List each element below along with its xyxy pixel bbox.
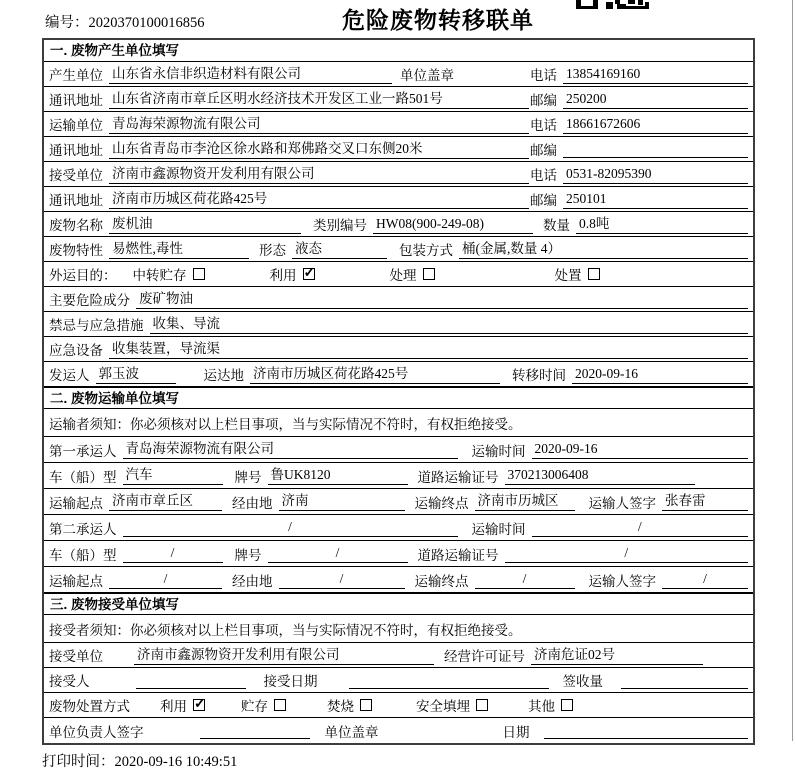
destination-label: 运达地: [203, 368, 244, 383]
origin1-label: 运输起点: [49, 495, 103, 511]
transfer-time-label: 转移时间: [512, 368, 566, 383]
transport-unit-label: 运输单位: [49, 118, 103, 133]
row-responsible-signature: [44, 718, 753, 743]
via1-value: 济南: [279, 492, 405, 511]
transfer-purpose-label: 外运目的：: [49, 268, 117, 283]
row-vehicle1: [44, 463, 753, 489]
disposal-utilize-checkbox: [193, 699, 205, 711]
producer-unit-label: 产生单位: [49, 68, 103, 83]
purpose-option-transfer-storage: [133, 264, 205, 284]
transport-address-value: 山东省青岛市李沧区徐水路和郑佛路交叉口东侧20米: [109, 140, 529, 159]
signed-quantity-value: [621, 672, 748, 689]
transport-zip-label: 邮编: [530, 143, 557, 158]
serial-label: 编号：: [45, 15, 89, 31]
seal-date-label: 日期: [502, 724, 530, 740]
row-transfer-purpose: [44, 262, 753, 287]
row-accepting-unit: [44, 643, 753, 668]
utilize-checkbox: [303, 268, 315, 280]
vehicle-type1-label: 车（船）型: [49, 469, 117, 485]
producer-zip-value: 250200: [563, 90, 748, 109]
accept-date-value: [349, 672, 549, 689]
dispose-checkbox: [588, 268, 600, 280]
disposal-option-other: [528, 695, 573, 715]
purpose-option-utilize: [270, 264, 315, 284]
row-route1: [44, 489, 753, 515]
responsible-signature-value: [200, 722, 310, 739]
receiver-zip-value: 250101: [563, 190, 748, 209]
producer-zip-label: 邮编: [530, 93, 557, 108]
second-carrier-label: 第二承运人: [49, 521, 117, 537]
emergency-measures-label: 禁忌与应急措施: [49, 318, 144, 333]
road-permit2-value: /: [505, 544, 749, 563]
row-route2: [44, 567, 753, 593]
accepting-unit-label: 接受单位: [49, 649, 103, 664]
disposal-landfill-checkbox: [476, 699, 488, 711]
carrier-sign1-value: 张春雷: [662, 492, 748, 511]
print-time: [42, 750, 796, 768]
dest1-value: 济南市历城区: [475, 492, 575, 511]
dest2-value: /: [475, 570, 575, 589]
transport-phone-value: 18661672606: [563, 115, 748, 134]
emergency-equipment-value: 收集装置，导流渠: [109, 340, 748, 359]
transporter-notice-text: 运输者须知：你必须核对以上栏目事项，当与实际情况不符时，有权拒绝接受。: [49, 416, 522, 432]
serial-value: 2020370100016856: [88, 15, 205, 31]
form-header: [0, 0, 796, 38]
receiver-unit-label: 接受单位: [49, 168, 103, 183]
plate2-label: 牌号: [234, 547, 262, 563]
receiver-unit-value: 济南市鑫源物资开发利用有限公司: [109, 165, 529, 184]
plate2-value: /: [268, 544, 408, 563]
section2-title: 二. 废物运输单位填写: [44, 387, 753, 409]
row-transport-unit: [44, 112, 753, 137]
transfer-storage-checkbox: [193, 268, 205, 280]
section3-title: 三. 废物接受单位填写: [44, 593, 753, 615]
quantity-label: 数量: [543, 218, 570, 233]
packaging-value: 桶(金属,数量 4）: [459, 240, 748, 259]
road-permit1-label: 道路运输证号: [417, 469, 499, 485]
plate1-label: 牌号: [234, 469, 262, 485]
row-receiver-unit: [44, 162, 753, 187]
transport-time1-value: 2020-09-16: [532, 440, 749, 459]
accepting-person-value: [136, 672, 246, 689]
row-first-carrier: [44, 437, 753, 463]
category-code-label: 类别编号: [313, 218, 367, 233]
receiver-phone-label: 电话: [530, 168, 557, 183]
row-producer-address: [44, 87, 753, 112]
business-permit-value: 济南危证02号: [531, 646, 703, 665]
vehicle-type1-value: 汽车: [123, 466, 223, 485]
destination-value: 济南市历城区荷花路425号: [250, 365, 500, 384]
producer-phone-label: 电话: [530, 68, 557, 83]
row-transport-address: [44, 137, 753, 162]
producer-unit-value: 山东省永信非织造材料有限公司: [109, 65, 392, 84]
waste-name-label: 废物名称: [49, 218, 103, 233]
disposal-option-landfill: [416, 695, 488, 715]
row-waste-property: [44, 237, 753, 262]
purpose-option-label: 利用: [269, 268, 297, 283]
disposal-option-label: 安全填埋: [416, 699, 470, 714]
physical-form-label: 形态: [259, 243, 286, 258]
disposal-method-label: 废物处置方式: [49, 699, 130, 714]
treat-checkbox: [423, 268, 435, 280]
receiver-seal-label: 单位盖章: [324, 724, 379, 740]
origin2-label: 运输起点: [49, 573, 103, 589]
row-second-carrier: [44, 515, 753, 541]
disposal-storage-checkbox: [274, 699, 286, 711]
road-permit1-value: 370213006408: [505, 466, 695, 485]
disposal-option-incinerate: [327, 695, 372, 715]
disposal-option-label: 其他: [528, 699, 555, 714]
purpose-option-treat: [390, 264, 435, 284]
vehicle-type2-value: /: [123, 544, 223, 563]
row-transporter-notice: [44, 409, 753, 437]
via2-value: /: [279, 570, 405, 589]
unit-seal-label: 单位盖章: [400, 68, 454, 83]
seal-date-value: [544, 722, 749, 739]
qr-code-fragment-icon: [576, 0, 650, 10]
vehicle-type2-label: 车（船）型: [49, 547, 117, 563]
purpose-option-label: 处置: [554, 268, 582, 283]
shipper-value: 郭玉波: [96, 365, 176, 384]
road-permit2-label: 道路运输证号: [417, 547, 499, 563]
hazard-component-label: 主要危险成分: [49, 293, 130, 308]
accepting-person-label: 接受人: [49, 674, 90, 689]
receiver-phone-value: 0531-82095390: [563, 165, 748, 184]
row-emergency-measures: [44, 312, 753, 337]
transport-unit-value: 青岛海荣源物流有限公司: [109, 115, 529, 134]
receiver-notice-text: 接受者须知：你必须核对以上栏目事项，当与实际情况不符时，有权拒绝接受。: [49, 622, 522, 638]
producer-address-label: 通讯地址: [49, 93, 103, 108]
transport-time2-value: /: [532, 518, 749, 537]
row-receiver-address: [44, 187, 753, 212]
accept-date-label: 接受日期: [263, 674, 318, 689]
row-vehicle2: [44, 541, 753, 567]
row-accepting-person: [44, 668, 753, 693]
shipper-label: 发运人: [49, 368, 90, 383]
purpose-option-label: 中转贮存: [132, 268, 187, 283]
emergency-measures-value: 收集、导流: [150, 315, 749, 334]
category-code-value: HW08(900-249-08): [373, 215, 533, 234]
row-hazard-component: [44, 287, 753, 312]
carrier-sign2-value: /: [662, 570, 748, 589]
emergency-equipment-label: 应急设备: [49, 343, 103, 358]
dest1-label: 运输终点: [414, 495, 469, 511]
origin2-value: /: [109, 570, 222, 589]
transfer-form-table: [42, 38, 755, 745]
origin1-value: 济南市章丘区: [109, 492, 222, 511]
disposal-option-label: 焚烧: [327, 699, 354, 714]
page-title: 危险废物转移联单: [342, 7, 534, 33]
row-disposal-method: [44, 693, 753, 718]
receiver-address-value: 济南市历城区荷花路425号: [109, 190, 529, 209]
disposal-incinerate-checkbox: [360, 699, 372, 711]
plate1-value: 鲁UK8120: [268, 466, 408, 485]
carrier-sign2-label: 运输人签字: [588, 573, 656, 589]
disposal-option-label: 利用: [160, 699, 187, 714]
row-producer-unit: [44, 62, 753, 87]
print-time-value: 2020-09-16 10:49:51: [114, 754, 238, 768]
row-receiver-notice: [44, 615, 753, 643]
row-emergency-equipment: [44, 337, 753, 362]
carrier-sign1-label: 运输人签字: [588, 495, 656, 511]
disposal-option-utilize: [160, 695, 205, 715]
hazard-component-value: 废矿物油: [136, 290, 748, 309]
waste-property-label: 废物特性: [49, 243, 103, 258]
waste-property-value: 易燃性,毒性: [109, 240, 249, 259]
physical-form-value: 液态: [292, 240, 387, 259]
row-shipper: [44, 362, 753, 387]
section1-title: 一. 废物产生单位填写: [44, 40, 753, 62]
signed-quantity-label: 签收量: [562, 674, 603, 689]
receiver-zip-label: 邮编: [530, 193, 557, 208]
accepting-unit-value: 济南市鑫源物资开发利用有限公司: [134, 646, 434, 665]
disposal-other-checkbox: [561, 699, 573, 711]
business-permit-label: 经营许可证号: [444, 649, 525, 664]
first-carrier-value: 青岛海荣源物流有限公司: [123, 440, 458, 459]
transport-address-label: 通讯地址: [49, 143, 103, 158]
producer-phone-value: 13854169160: [563, 65, 748, 84]
quantity-value: 0.8吨: [576, 215, 748, 234]
disposal-option-storage: [241, 695, 286, 715]
dest2-label: 运输终点: [414, 573, 469, 589]
via2-label: 经由地: [232, 573, 273, 589]
transport-zip-value: [563, 141, 748, 158]
receiver-address-label: 通讯地址: [49, 193, 103, 208]
transport-time1-label: 运输时间: [471, 443, 526, 459]
transport-time2-label: 运输时间: [471, 521, 526, 537]
responsible-signature-label: 单位负责人签字: [49, 724, 144, 740]
transfer-time-value: 2020-09-16: [572, 365, 748, 384]
row-waste-name: [44, 212, 753, 237]
second-carrier-value: /: [123, 518, 458, 537]
transport-phone-label: 电话: [530, 118, 557, 133]
page-right-edge: [792, 0, 793, 741]
purpose-option-dispose: [555, 264, 600, 284]
disposal-option-label: 贮存: [241, 699, 268, 714]
packaging-label: 包装方式: [399, 243, 453, 258]
print-time-label: 打印时间：: [42, 754, 115, 768]
first-carrier-label: 第一承运人: [49, 443, 117, 459]
producer-address-value: 山东省济南市章丘区明水经济技术开发区工业一路501号: [109, 90, 529, 109]
via1-label: 经由地: [232, 495, 273, 511]
purpose-option-label: 处理: [389, 268, 417, 283]
waste-name-value: 废机油: [109, 215, 301, 234]
